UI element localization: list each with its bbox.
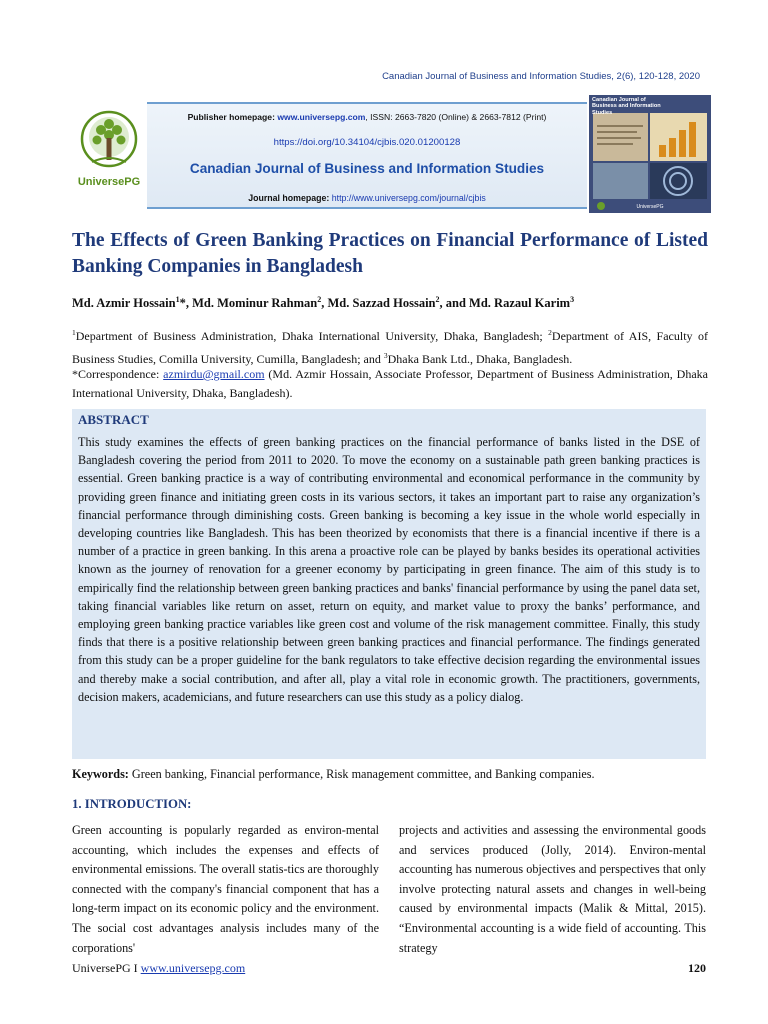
issn-text: , ISSN: 2663-7820 (Online) & 2663-7812 (Print): [365, 112, 547, 122]
cover-footer: UniversePG: [636, 204, 664, 210]
footer-publisher: [72, 961, 245, 976]
author-sup: 1: [175, 295, 180, 304]
abstract-text: This study examines the effects of green banking practices on the financial performance of banks listed in the DSE of Bangladesh covering the period from 2011 to 2020. To move the economy on a sustainable path green banking practices is essential. Green banking practice is a way of contributing environmental and economical performance in the community by providing green finance and initiating green costs in its various sectors, it takes an important part to raise any organization’s financial performance through diminishing costs. Green banking is becoming a key issue in the whole world especially in developing countries like Bangladesh. This has been theorized by economists that there is a financial incentive if there is a number of a practice in green banking. In this arena a proactive role can be played by banks besides its operational activities known as the journey of renovation for a greener economy by participating in green finance. The aim of this study is to empirically find the relationship between green banking practices and banks' financial performance by using the panel data set, taking financial variables like return on asset, return on equity, and market value to proxy the banks’ performance, and employing green banking practice variables like green cost and volume of the risk management committee. Finally, this study finds that there is a positive relationship between green banking practices and financial performance. The findings generated from this study can be a proper guideline for the bank regulators to take effective decision regarding the environmental issues and thereby make a social contribution, and after all, play a vital role in economic growth. The practitioners, governments, decision makers, academicians, and future researchers can use this study as a policy dialog.: [78, 435, 700, 704]
journal-home-label: Journal homepage:: [248, 193, 330, 203]
author-name: Md. Mominur Rahman: [192, 296, 318, 311]
logo-name: UniversePG: [77, 176, 141, 188]
affil-sup: 1: [72, 328, 76, 337]
publisher-label: Publisher homepage:: [187, 112, 275, 122]
affil-sup: 3: [383, 351, 388, 360]
correspondence: [72, 365, 708, 403]
journal-banner: [147, 102, 587, 209]
author-separator: , and: [439, 296, 470, 311]
section-heading-introduction: 1. INTRODUCTION:: [72, 797, 192, 811]
journal-cover-image: [589, 95, 711, 213]
author-name: Md. Azmir Hossain: [72, 296, 176, 311]
publisher-line: [147, 112, 587, 122]
keywords-label: Keywords:: [72, 767, 129, 781]
keywords: [72, 767, 708, 782]
author-name: Md. Sazzad Hossain: [327, 296, 436, 311]
cover-title: Canadian Journal of Business and Information Studies: [592, 97, 661, 116]
keywords-text: Green banking, Financial performance, Risk management committee, and Banking companies.: [128, 767, 595, 781]
doi-link[interactable]: https://doi.org/10.34104/cjbis.020.01200128: [273, 137, 461, 148]
corresponding-mark: *,: [179, 296, 193, 311]
affil-sup: 2: [548, 328, 552, 337]
abstract-box: [72, 409, 706, 759]
correspondence-details: (Md. Azmir Hossain, Associate Professor, Department of Business Administration, Dhaka International University, Dhaka, Bangladesh).: [72, 367, 708, 400]
journal-name: Canadian Journal of Business and Information Studies: [189, 161, 545, 176]
intro-column-right: projects and activities and assessing the environmental goods and services produced (Jolly, 2014). Environ-mental accounting has numerous objectives and perspectives that only involve protecting natural assets and changes in well-being caused by environmental impacts (Malik & Mittal, 2015). “Environmental accounting is a wide field of accounting. This strategy: [399, 823, 706, 955]
page-number: 120: [688, 961, 706, 975]
affiliation-3: Dhaka Bank Ltd., Dhaka, Bangladesh.: [387, 352, 573, 366]
affiliation-1: Department of Business Administration, Dhaka International University, Dhaka, Bangladesh;: [75, 329, 549, 343]
tree-logo-icon: [80, 110, 138, 176]
author-name: Md. Razaul Karim: [469, 296, 571, 311]
author-sup: 2: [435, 295, 440, 304]
article-title: The Effects of Green Banking Practices on Financial Performance of Listed Banking Companies in Bangladesh: [72, 230, 708, 277]
journal-homepage-line: [147, 193, 587, 203]
publisher-logo: [72, 110, 146, 200]
author-sup: 3: [570, 295, 575, 304]
affiliations: [72, 323, 708, 369]
running-head: Canadian Journal of Business and Information Studies, 2(6), 120-128, 2020: [382, 71, 700, 82]
journal-home-link[interactable]: http://www.universepg.com/journal/cjbis: [331, 193, 486, 203]
author-separator: ,: [321, 296, 328, 311]
author-list: [72, 295, 708, 311]
intro-column-left: Green accounting is popularly regarded as environ-mental accounting, which includes the expenses and effects of environmental emissions. The overall statis-tics are thoroughly connected with the company's financial component that has a long-term impact on its economic policy and the environment. The social cost advantages analysis includes many of the corporations': [72, 823, 379, 955]
correspondence-label: *Correspondence:: [72, 367, 164, 381]
footer-publisher-name: UniversePG: [72, 961, 131, 975]
abstract-heading: ABSTRACT: [78, 412, 149, 427]
publisher-link[interactable]: www.universepg.com: [277, 112, 366, 122]
correspondence-email-link[interactable]: azmirdu@gmail.com: [163, 367, 265, 381]
footer-url-link[interactable]: www.universepg.com: [140, 961, 246, 975]
author-sup: 2: [317, 295, 322, 304]
affiliation-2: Department of AIS, Faculty of Business Studies, Comilla University, Cumilla, Bangladesh; and: [72, 329, 708, 366]
footer-separator: I: [130, 961, 141, 975]
